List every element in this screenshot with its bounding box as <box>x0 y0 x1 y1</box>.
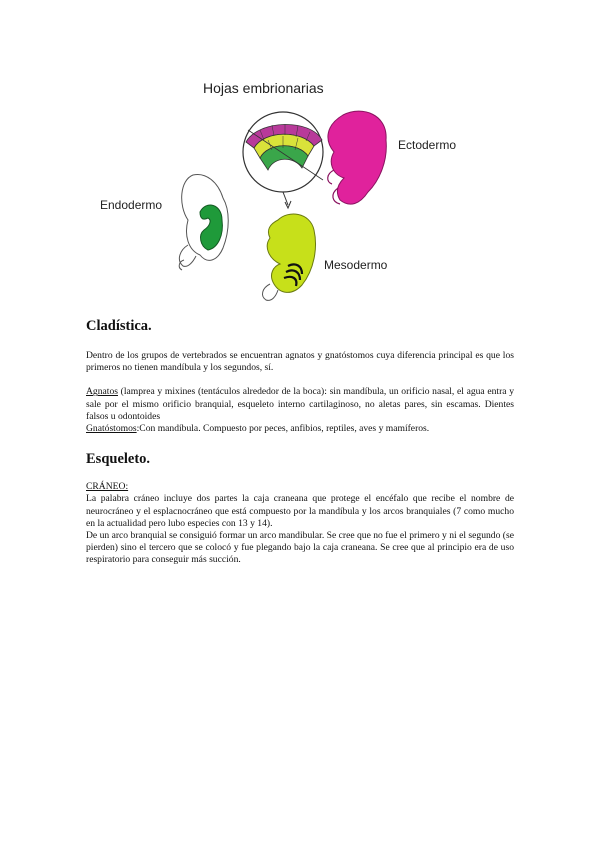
gastrula-cells <box>243 112 323 208</box>
embryonic-layers-figure <box>88 70 468 310</box>
paragraph-craneo-1: La palabra cráneo incluye dos partes la caja craneana que protege el encéfalo que recibe el nombre de neurocráneo y el esplacnocráneo que está compuesto por la mandíbula y los arcos branquiales (7 como mucho en la actualidad pero lubo especies con 13 y 14). <box>86 493 514 529</box>
agnatos-description: (lamprea y mixines (tentáculos alrededor de la boca): sin mandíbula, un orificio nasal, el agua entra y sale por el mismo orificio branquial, esqueleto interno cartilaginoso, no aletas pares, sin escamas. Dientes falsos u odontoides <box>86 386 514 422</box>
paragraph-intro: Dentro de los grupos de vertebrados se encuentran agnatos y gnatóstomos cuya diferencia principal es que los primeros no tienen mandíbula y los segundos, sí. <box>86 350 514 374</box>
paragraph-gnatostomos <box>86 423 514 435</box>
heading-cladistica: Cladística. <box>86 318 152 334</box>
term-agnatos: Agnatos <box>86 386 118 398</box>
endodermo-embryo <box>179 174 228 270</box>
figure-title: Hojas embrionarias <box>203 80 324 96</box>
paragraph-craneo-2: De un arco branquial se consiguió formar un arco mandibular. Se cree que no fue el primero y ni el segundo (se pierden) sino el tercero que se colocó y fue plegando bajo la caja craneana. Se cree que al principio era de uso respiratorio para conseguir más succión. <box>86 530 514 566</box>
label-mesodermo: Mesodermo <box>324 258 388 272</box>
embryonic-layers-illustration <box>88 70 468 310</box>
label-endodermo: Endodermo <box>100 198 163 212</box>
document-body <box>86 316 514 567</box>
heading-esqueleto: Esqueleto. <box>86 451 151 468</box>
term-gnatostomos: Gnatóstomos <box>86 423 137 435</box>
mesodermo-embryo <box>263 214 316 300</box>
subheading-craneo: CRÁNEO: <box>86 481 129 493</box>
label-ectodermo: Ectodermo <box>398 138 457 152</box>
paragraph-agnatos <box>86 386 514 423</box>
gnatostomos-description: :Con mandíbula. Compuesto por peces, anfibios, reptiles, aves y mamíferos. <box>136 423 430 435</box>
ectodermo-embryo <box>328 111 387 204</box>
